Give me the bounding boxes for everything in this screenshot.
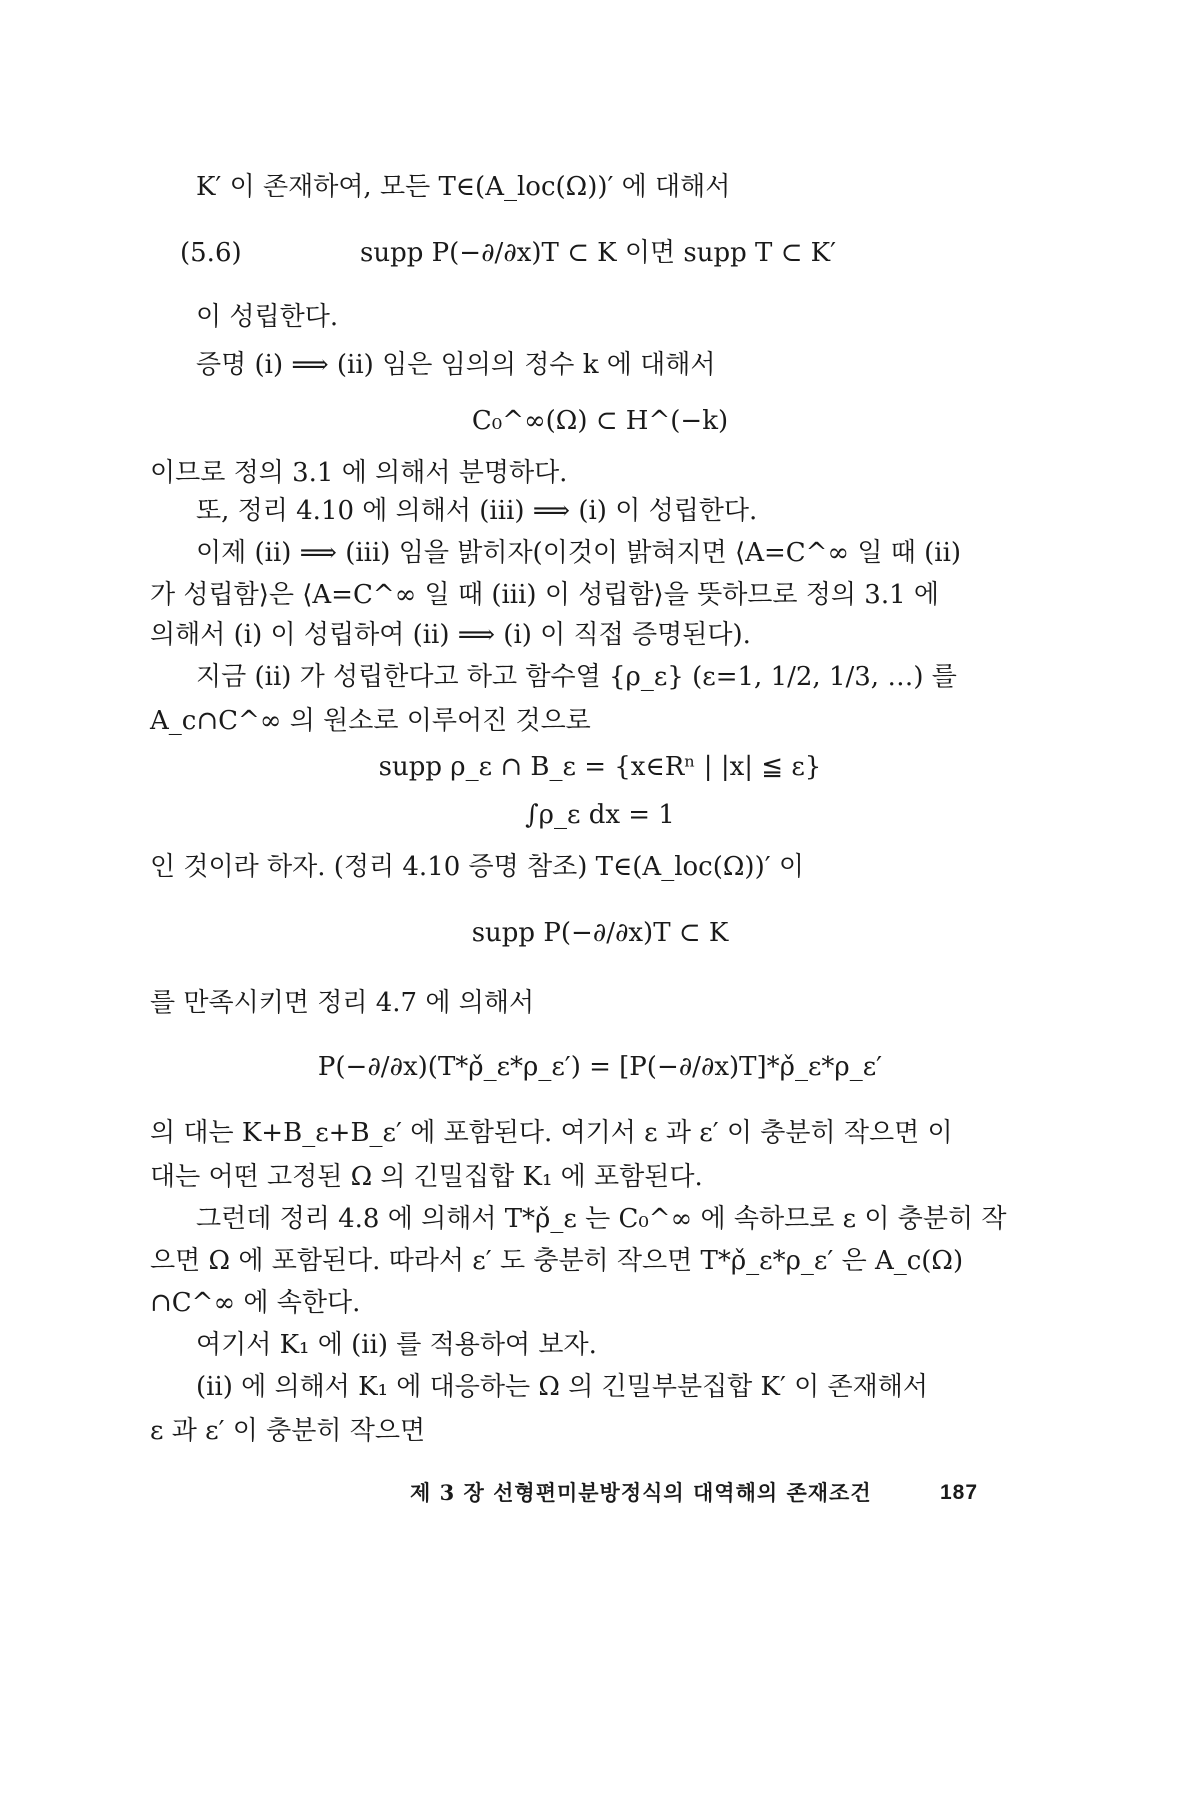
equation: supp ρ_ε ∩ B_ε = {x∈Rⁿ | |x| ≦ ε} bbox=[378, 752, 822, 782]
text-line: 의해서 (i) 이 성립하여 (ii) ⟹ (i) 이 직접 증명된다). bbox=[150, 620, 751, 650]
equation-number: (5.6) bbox=[180, 238, 242, 268]
text-line: ε 과 ε′ 이 충분히 작으면 bbox=[150, 1416, 426, 1446]
text-line: 가 성립함⟩은 ⟨A=C^∞ 일 때 (iii) 이 성립함⟩을 뜻하므로 정의 3.1 에 bbox=[150, 580, 940, 610]
text-line: 으면 Ω 에 포함된다. 따라서 ε′ 도 충분히 작으면 T*ρ̌_ε*ρ_ε′ 은 A_c(Ω) bbox=[150, 1246, 964, 1276]
text-line: 지금 (ii) 가 성립한다고 하고 함수열 {ρ_ε} (ε=1, 1/2, 1/3, …) 를 bbox=[196, 662, 957, 692]
page-number: 187 bbox=[940, 1481, 979, 1504]
text-line: ∩C^∞ 에 속한다. bbox=[150, 1288, 361, 1318]
text-line: 그런데 정리 4.8 에 의해서 T*ρ̌_ε 는 C₀^∞ 에 속하므로 ε 이 충분히 작 bbox=[196, 1204, 1007, 1234]
text-line: 대는 어떤 고정된 Ω 의 긴밀집합 K₁ 에 포함된다. bbox=[150, 1162, 703, 1192]
text-line: 또, 정리 4.10 에 의해서 (iii) ⟹ (i) 이 성립한다. bbox=[196, 496, 758, 526]
text-line: 이 성립한다. bbox=[196, 302, 339, 332]
proof-heading-line: 증명 (i) ⟹ (ii) 임은 임의의 정수 k 에 대해서 bbox=[196, 350, 716, 380]
text-line: 의 대는 K+B_ε+B_ε′ 에 포함된다. 여기서 ε 과 ε′ 이 충분히 작으면 이 bbox=[150, 1118, 953, 1148]
equation: supp P(−∂/∂x)T ⊂ K 이면 supp T ⊂ K′ bbox=[360, 238, 836, 268]
text-line: 여기서 K₁ 에 (ii) 를 적용하여 보자. bbox=[196, 1330, 597, 1360]
equation: C₀^∞(Ω) ⊂ H^(−k) bbox=[471, 406, 729, 436]
text-line: K′ 이 존재하여, 모든 T∈(A_loc(Ω))′ 에 대해서 bbox=[196, 172, 731, 202]
text-line: 이제 (ii) ⟹ (iii) 임을 밝히자(이것이 밝혀지면 ⟨A=C^∞ 일 때 (ii) bbox=[196, 538, 962, 568]
text-line: A_c∩C^∞ 의 원소로 이루어진 것으로 bbox=[150, 706, 591, 736]
text-line: 를 만족시키면 정리 4.7 에 의해서 bbox=[150, 988, 535, 1018]
equation: supp P(−∂/∂x)T ⊂ K bbox=[471, 918, 729, 948]
equation: P(−∂/∂x)(T*ρ̌_ε*ρ_ε′) = [P(−∂/∂x)T]*ρ̌_ε*ρ_ε′ bbox=[317, 1052, 883, 1082]
text-line: 이므로 정의 3.1 에 의해서 분명하다. bbox=[150, 458, 568, 488]
running-footer: 제 3 장 선형편미분방정식의 대역해의 존재조건 bbox=[410, 1480, 872, 1505]
text-line: 인 것이라 하자. (정리 4.10 증명 참조) T∈(A_loc(Ω))′ 이 bbox=[150, 852, 804, 882]
equation: ∫ρ_ε dx = 1 bbox=[525, 800, 675, 830]
text-line: (ii) 에 의해서 K₁ 에 대응하는 Ω 의 긴밀부분집합 K′ 이 존재해서 bbox=[196, 1372, 928, 1402]
